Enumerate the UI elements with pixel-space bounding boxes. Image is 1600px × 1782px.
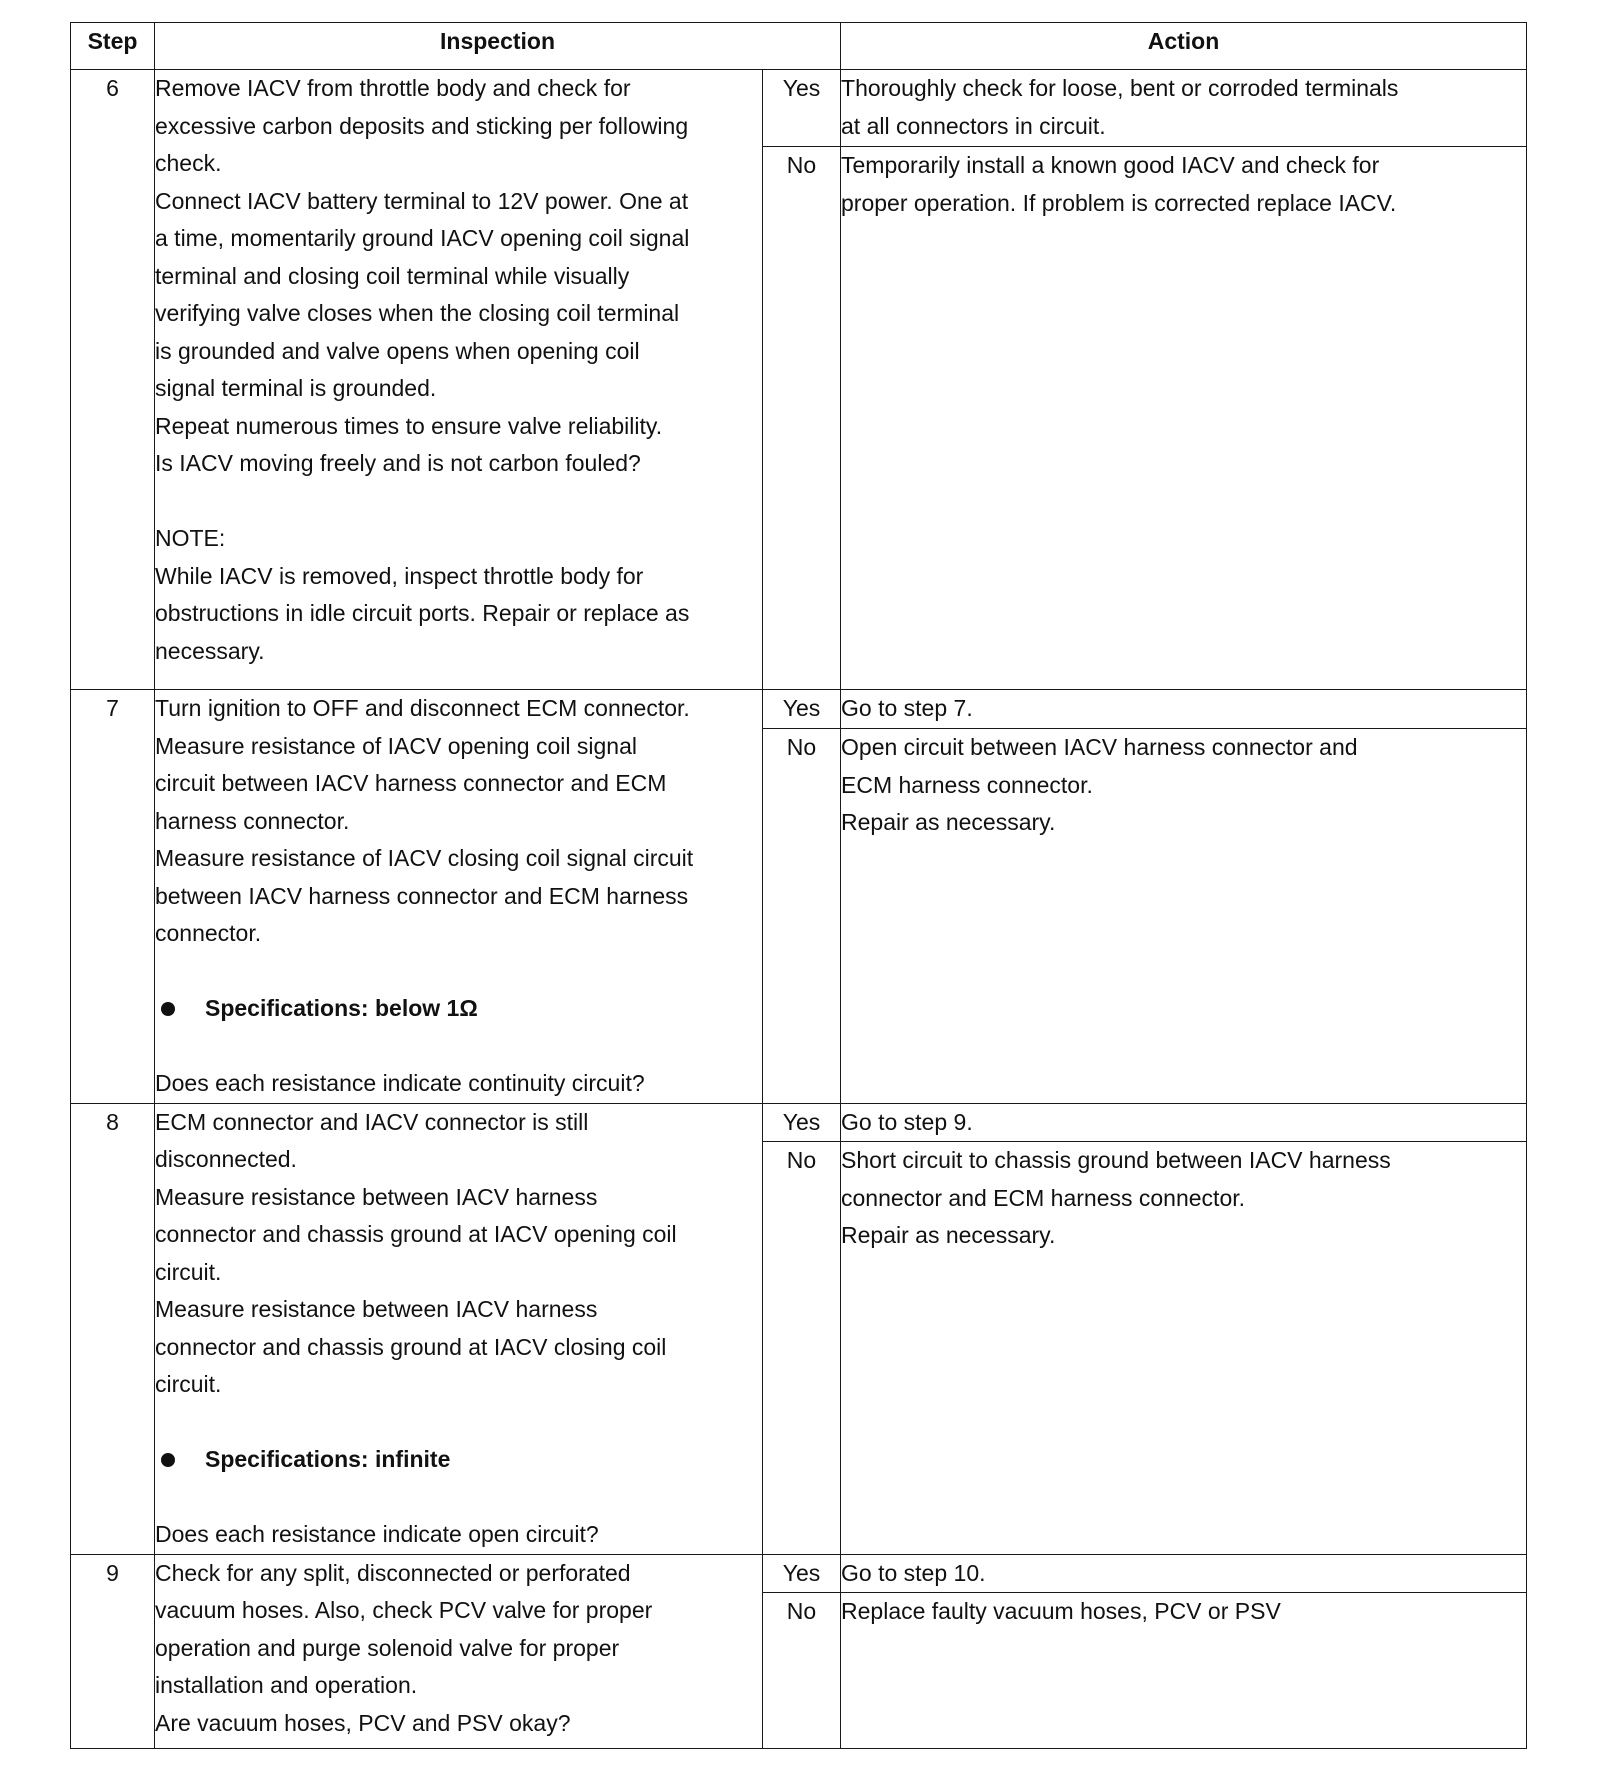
inspection-cell	[155, 1103, 763, 1554]
text-line: operation and purge solenoid valve for proper	[155, 1634, 620, 1661]
text-line: Check for any split, disconnected or perforated	[155, 1559, 631, 1586]
text-line: Remove IACV from throttle body and check for	[155, 75, 631, 101]
text-line: is grounded and valve opens when opening coil	[155, 337, 640, 364]
text-line: Does each resistance indicate open circuit?	[155, 1521, 599, 1547]
step-number: 8	[71, 1103, 155, 1554]
text-line: signal terminal is grounded.	[155, 375, 437, 401]
text-line: circuit between IACV harness connector and ECM	[155, 770, 667, 796]
text-line: installation and operation.	[155, 1672, 418, 1698]
text-line: vacuum hoses. Also, check PCV valve for proper	[155, 1597, 653, 1623]
text-line: disconnected.	[155, 1146, 297, 1172]
header-step: Step	[71, 23, 155, 70]
text-line: Does each resistance indicate continuity circuit?	[155, 1070, 645, 1096]
blank-line	[155, 1479, 762, 1517]
text-line: excessive carbon deposits and sticking per following	[155, 112, 689, 139]
text-line: obstructions in idle circuit ports. Repair or replace as	[155, 600, 690, 626]
text-line: verifying valve closes when the closing coil terminal	[155, 300, 680, 326]
specification-text: Specifications: infinite	[205, 1446, 451, 1472]
text-line: Connect IACV battery terminal to 12V power. One at	[155, 187, 689, 214]
text-line: Are vacuum hoses, PCV and PSV okay?	[155, 1709, 571, 1736]
bullet-icon	[161, 1002, 175, 1016]
no-action	[841, 1142, 1527, 1554]
text-line: at all connectors in circuit.	[841, 112, 1106, 139]
text-line: harness connector.	[155, 807, 350, 834]
no-label: No	[763, 729, 841, 1103]
step-number: 7	[71, 690, 155, 1104]
no-label: No	[763, 1142, 841, 1554]
text-line: Repeat numerous times to ensure valve reliability.	[155, 412, 663, 439]
text-line: Measure resistance of IACV opening coil signal	[155, 732, 637, 759]
step-row	[71, 1103, 1527, 1142]
no-action	[841, 729, 1527, 1103]
text-line: Repair as necessary.	[841, 809, 1056, 836]
text-line: ECM harness connector.	[841, 771, 1093, 798]
text-line: terminal and closing coil terminal while visually	[155, 262, 630, 289]
yes-label: Yes	[763, 690, 841, 729]
yes-label: Yes	[763, 1103, 841, 1142]
text-line: circuit.	[155, 1371, 222, 1397]
blank-line	[155, 1404, 762, 1442]
blank-line	[155, 1028, 762, 1066]
text-line: connector and chassis ground at IACV opening coil	[155, 1221, 677, 1247]
text-line: Open circuit between IACV harness connector and	[841, 734, 1358, 761]
yes-label: Yes	[763, 1554, 841, 1593]
text-line: Replace faulty vacuum hoses, PCV or PSV	[841, 1598, 1281, 1624]
text-line: connector and ECM harness connector.	[841, 1184, 1246, 1211]
text-line: Is IACV moving freely and is not carbon fouled?	[155, 450, 641, 476]
step-row	[71, 70, 1527, 147]
no-label: No	[763, 1593, 841, 1749]
specification-text: Specifications: below 1Ω	[205, 995, 478, 1021]
yes-action	[841, 1554, 1527, 1593]
text-line: Short circuit to chassis ground between IACV harness	[841, 1147, 1391, 1174]
text-line: necessary.	[155, 637, 265, 664]
text-line: check.	[155, 150, 222, 176]
text-line: Go to step 7.	[841, 695, 973, 721]
yes-action	[841, 690, 1527, 729]
bullet-icon	[161, 1453, 175, 1467]
text-line: Turn ignition to OFF and disconnect ECM connector.	[155, 695, 690, 721]
text-line: between IACV harness connector and ECM harness	[155, 882, 689, 909]
step-row	[71, 690, 1527, 729]
text-line: Thoroughly check for loose, bent or corroded terminals	[841, 75, 1399, 101]
table-body	[71, 70, 1527, 1749]
text-line: Go to step 9.	[841, 1108, 973, 1135]
text-line: Repair as necessary.	[841, 1222, 1056, 1249]
text-line: a time, momentarily ground IACV opening coil signal	[155, 225, 690, 251]
no-action	[841, 1593, 1527, 1749]
specification-line	[155, 1441, 762, 1479]
text-line: circuit.	[155, 1258, 222, 1285]
no-label: No	[763, 147, 841, 690]
text-line: Measure resistance of IACV closing coil signal circuit	[155, 845, 694, 871]
no-action	[841, 147, 1527, 690]
inspection-cell	[155, 690, 763, 1104]
step-number: 6	[71, 70, 155, 690]
text-line: While IACV is removed, inspect throttle body for	[155, 562, 644, 589]
step-number: 9	[71, 1554, 155, 1749]
text-line: Temporarily install a known good IACV and check for	[841, 152, 1380, 178]
inspection-cell	[155, 1554, 763, 1749]
text-line: Go to step 10.	[841, 1559, 986, 1586]
text-line: ECM connector and IACV connector is still	[155, 1108, 589, 1135]
header-row	[71, 23, 1527, 70]
blank-line	[155, 483, 762, 521]
yes-action	[841, 70, 1527, 147]
troubleshooting-table	[70, 22, 1527, 1749]
header-inspection: Inspection	[155, 23, 841, 70]
text-line: connector and chassis ground at IACV closing coil	[155, 1333, 667, 1360]
yes-label: Yes	[763, 70, 841, 147]
yes-action	[841, 1103, 1527, 1142]
blank-line	[155, 953, 762, 991]
text-line: NOTE:	[155, 525, 226, 551]
text-line: Measure resistance between IACV harness	[155, 1183, 598, 1210]
header-action: Action	[841, 23, 1527, 70]
step-row	[71, 1554, 1527, 1593]
text-line: Measure resistance between IACV harness	[155, 1296, 598, 1322]
text-line: connector.	[155, 920, 262, 946]
inspection-cell	[155, 70, 763, 690]
text-line: proper operation. If problem is corrected replace IACV.	[841, 189, 1397, 216]
specification-line	[155, 990, 762, 1028]
